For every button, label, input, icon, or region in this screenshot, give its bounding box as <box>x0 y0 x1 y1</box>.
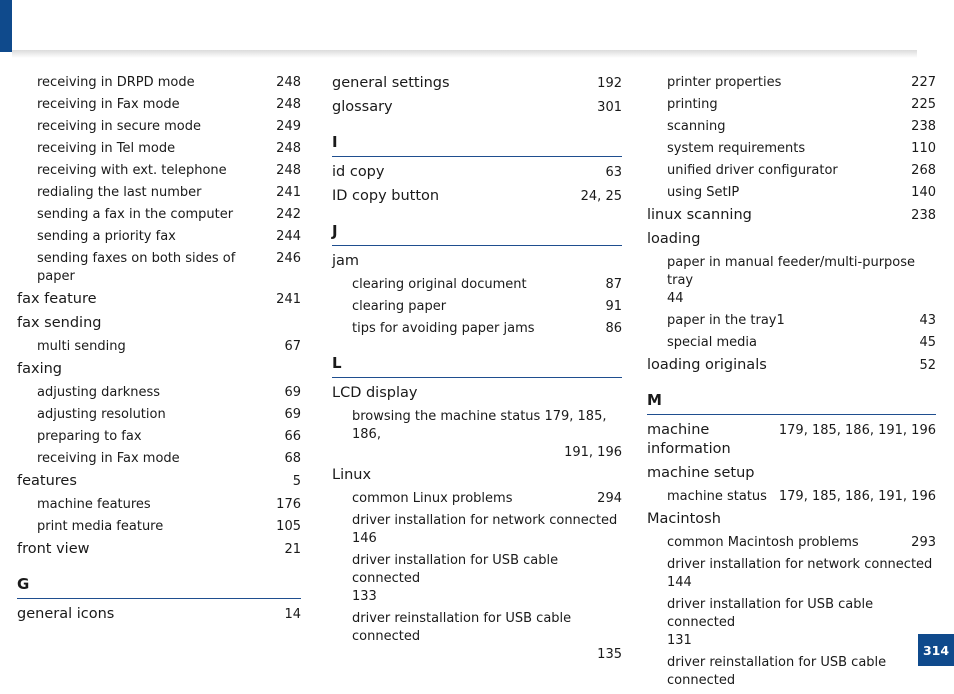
index-column-1 <box>17 74 301 629</box>
page-reference[interactable]: 179, 185, 186, 191, 196 <box>778 423 936 438</box>
entry-label: receiving in Fax mode <box>37 97 180 112</box>
index-entry <box>332 384 622 403</box>
page-reference[interactable]: 144 <box>667 575 692 590</box>
page-reference[interactable]: 241 <box>276 185 301 200</box>
entry-label: machine information <box>647 422 731 457</box>
entry-label: preparing to fax <box>37 429 142 444</box>
entry-label: scanning <box>667 119 726 134</box>
index-subentry <box>17 338 301 356</box>
entry-label: tips for avoiding paper jams <box>352 321 535 336</box>
entry-label: driver installation for USB cable connected <box>667 597 874 630</box>
section-letter-heading: I <box>332 133 622 157</box>
entry-label: sending a priority fax <box>37 229 176 244</box>
index-subentry <box>17 518 301 536</box>
index-entry <box>17 472 301 491</box>
index-subentry <box>17 74 301 92</box>
entry-label: machine setup <box>647 465 755 481</box>
entry-label: loading <box>647 231 701 247</box>
page-reference[interactable]: 249 <box>276 119 301 134</box>
page-reference[interactable]: 21 <box>284 542 301 557</box>
index-entry <box>332 98 622 117</box>
page-reference[interactable]: 135 <box>597 647 622 662</box>
index-subentry <box>647 118 936 136</box>
entry-label: driver installation for network connected <box>667 557 933 572</box>
index-subentry <box>17 428 301 446</box>
section-letter-heading: L <box>332 354 622 378</box>
index-subentry <box>17 184 301 202</box>
index-entry <box>17 605 301 624</box>
index-subentry <box>17 228 301 246</box>
page-reference[interactable]: 248 <box>276 163 301 178</box>
index-entry <box>647 421 936 459</box>
entry-label: linux scanning <box>647 207 752 223</box>
index-subentry <box>332 320 622 338</box>
index-subentry <box>647 534 936 552</box>
page-reference[interactable]: 248 <box>276 97 301 112</box>
entry-label: common Linux problems <box>352 491 513 506</box>
index-subentry <box>647 312 936 330</box>
index-entry <box>647 510 936 529</box>
page-reference[interactable]: 131 <box>667 633 692 648</box>
index-subentry <box>17 496 301 514</box>
page-reference[interactable]: 68 <box>284 451 301 466</box>
section-letter-heading: G <box>17 575 301 599</box>
entry-label: receiving with ext. telephone <box>37 163 227 178</box>
entry-label: special media <box>667 335 757 350</box>
entry-label: general settings <box>332 75 450 91</box>
page-reference[interactable]: 248 <box>276 141 301 156</box>
entry-label: receiving in DRPD mode <box>37 75 195 90</box>
index-subentry <box>332 276 622 294</box>
header-accent-bar <box>0 0 12 52</box>
page-reference[interactable]: 87 <box>605 277 622 292</box>
page-reference[interactable]: 91 <box>605 299 622 314</box>
entry-label: adjusting resolution <box>37 407 166 422</box>
index-subentry <box>647 334 936 352</box>
entry-label: paper in the tray1 <box>667 313 785 328</box>
index-entry <box>332 466 622 485</box>
entry-label: features <box>17 473 77 489</box>
entry-label: fax sending <box>17 315 102 331</box>
index-entry <box>647 206 936 225</box>
entry-label: common Macintosh problems <box>667 535 859 550</box>
entry-label: front view <box>17 541 90 557</box>
index-subentry <box>647 654 936 690</box>
page-reference[interactable]: 238 <box>911 208 936 223</box>
index-subentry <box>17 384 301 402</box>
index-subentry <box>647 556 936 592</box>
index-entry <box>647 230 936 249</box>
page-reference[interactable]: 140 <box>911 185 936 200</box>
page-reference[interactable]: 179, 185, 186, 191, 196 <box>778 489 936 504</box>
page-number-badge: 314 <box>918 634 954 666</box>
page-reference[interactable]: 191, 196 <box>564 445 622 460</box>
entry-label: faxing <box>17 361 62 377</box>
page-reference[interactable]: 301 <box>597 100 622 115</box>
entry-label: clearing paper <box>352 299 447 314</box>
index-subentry <box>17 162 301 180</box>
entry-label: using SetIP <box>667 185 740 200</box>
entry-label: receiving in Fax mode <box>37 451 180 466</box>
entry-label: Macintosh <box>647 511 721 527</box>
index-entry <box>17 540 301 559</box>
index-subentry <box>647 96 936 114</box>
entry-label: adjusting darkness <box>37 385 161 400</box>
page-reference[interactable]: 192 <box>597 76 622 91</box>
entry-label: redialing the last number <box>37 185 202 200</box>
index-subentry <box>17 250 301 286</box>
page-reference[interactable]: 52 <box>919 358 936 373</box>
index-subentry <box>17 140 301 158</box>
page-reference[interactable]: 176 <box>276 497 301 512</box>
index-entry <box>332 252 622 271</box>
entry-label: LCD display <box>332 385 418 401</box>
index-subentry <box>332 490 622 508</box>
entry-label: receiving in Tel mode <box>37 141 176 156</box>
entry-label: browsing the machine status 179, 185, 186, <box>352 409 607 442</box>
index-entry <box>332 163 622 182</box>
index-subentry <box>17 406 301 424</box>
index-entry <box>647 356 936 375</box>
page-reference[interactable]: 14 <box>284 607 301 622</box>
entry-label: general icons <box>17 606 115 622</box>
header-divider <box>12 50 917 58</box>
index-subentry <box>647 74 936 92</box>
index-subentry <box>647 184 936 202</box>
entry-label: sending a fax in the computer <box>37 207 234 222</box>
entry-label: id copy <box>332 164 385 180</box>
page-reference[interactable]: 69 <box>284 407 301 422</box>
entry-label: driver reinstallation for USB cable connected <box>667 655 887 688</box>
entry-label: driver installation for network connected <box>352 513 618 528</box>
page-reference[interactable]: 67 <box>284 339 301 354</box>
page-reference[interactable]: 45 <box>919 335 936 350</box>
page-reference[interactable]: 248 <box>276 75 301 90</box>
entry-label: glossary <box>332 99 393 115</box>
entry-label: unified driver configurator <box>667 163 838 178</box>
page-reference[interactable]: 43 <box>919 313 936 328</box>
page-reference[interactable]: 246 <box>276 251 301 266</box>
page-reference[interactable]: 294 <box>597 491 622 506</box>
page-reference[interactable]: 86 <box>605 321 622 336</box>
index-column-3 <box>647 74 936 694</box>
page-reference[interactable]: 244 <box>276 229 301 244</box>
entry-label: loading originals <box>647 357 767 373</box>
index-subentry <box>17 206 301 224</box>
index-column-2 <box>332 74 622 668</box>
entry-label: driver reinstallation for USB cable connected <box>352 611 572 644</box>
entry-label: paper in manual feeder/multi-purpose tray <box>667 255 916 288</box>
index-subentry <box>647 254 936 308</box>
index-entry <box>17 360 301 379</box>
page-reference[interactable]: 105 <box>276 519 301 534</box>
entry-label: system requirements <box>667 141 806 156</box>
index-subentry <box>647 596 936 650</box>
entry-label: clearing original document <box>352 277 527 292</box>
index-entry <box>332 74 622 93</box>
page-reference[interactable]: 293 <box>911 535 936 550</box>
entry-label: jam <box>332 253 360 269</box>
section-letter-heading: J <box>332 222 622 246</box>
entry-label: multi sending <box>37 339 126 354</box>
index-subentry <box>647 162 936 180</box>
page-reference[interactable]: 24, 25 <box>580 189 622 204</box>
index-subentry <box>17 96 301 114</box>
entry-label: ID copy button <box>332 188 440 204</box>
page-reference[interactable]: 66 <box>284 429 301 444</box>
index-subentry <box>332 512 622 548</box>
index-subentry <box>647 488 936 506</box>
index-subentry <box>17 450 301 468</box>
entry-label: fax feature <box>17 291 97 307</box>
entry-label: receiving in secure mode <box>37 119 201 134</box>
page-reference[interactable]: 69 <box>284 385 301 400</box>
entry-label: machine features <box>37 497 151 512</box>
index-entry <box>332 187 622 206</box>
index-subentry <box>17 118 301 136</box>
entry-label: machine status <box>667 489 767 504</box>
entry-label: Linux <box>332 467 372 483</box>
page-reference[interactable]: 146 <box>352 531 377 546</box>
page-reference[interactable]: 242 <box>276 207 301 222</box>
entry-label: print media feature <box>37 519 164 534</box>
page-reference[interactable]: 5 <box>292 474 301 489</box>
page-reference[interactable]: 268 <box>911 163 936 178</box>
page-reference[interactable]: 110 <box>911 141 936 156</box>
page-reference[interactable]: 44 <box>667 291 684 306</box>
index-entry <box>17 314 301 333</box>
page-reference[interactable]: 238 <box>911 119 936 134</box>
index-entry <box>17 290 301 309</box>
page-reference[interactable]: 133 <box>352 589 377 604</box>
entry-label: printing <box>667 97 718 112</box>
index-subentry <box>332 298 622 316</box>
index-subentry <box>647 140 936 158</box>
entry-label: driver installation for USB cable connected <box>352 553 559 586</box>
entry-label: sending faxes on both sides of paper <box>37 251 236 284</box>
page-reference[interactable]: 241 <box>276 292 301 307</box>
index-subentry <box>332 552 622 606</box>
page-reference[interactable]: 63 <box>605 165 622 180</box>
section-letter-heading: M <box>647 391 936 415</box>
page-reference[interactable]: 227 <box>911 75 936 90</box>
index-entry <box>647 464 936 483</box>
entry-label: printer properties <box>667 75 782 90</box>
page-reference[interactable]: 225 <box>911 97 936 112</box>
index-subentry <box>332 610 622 664</box>
index-subentry <box>332 408 622 462</box>
